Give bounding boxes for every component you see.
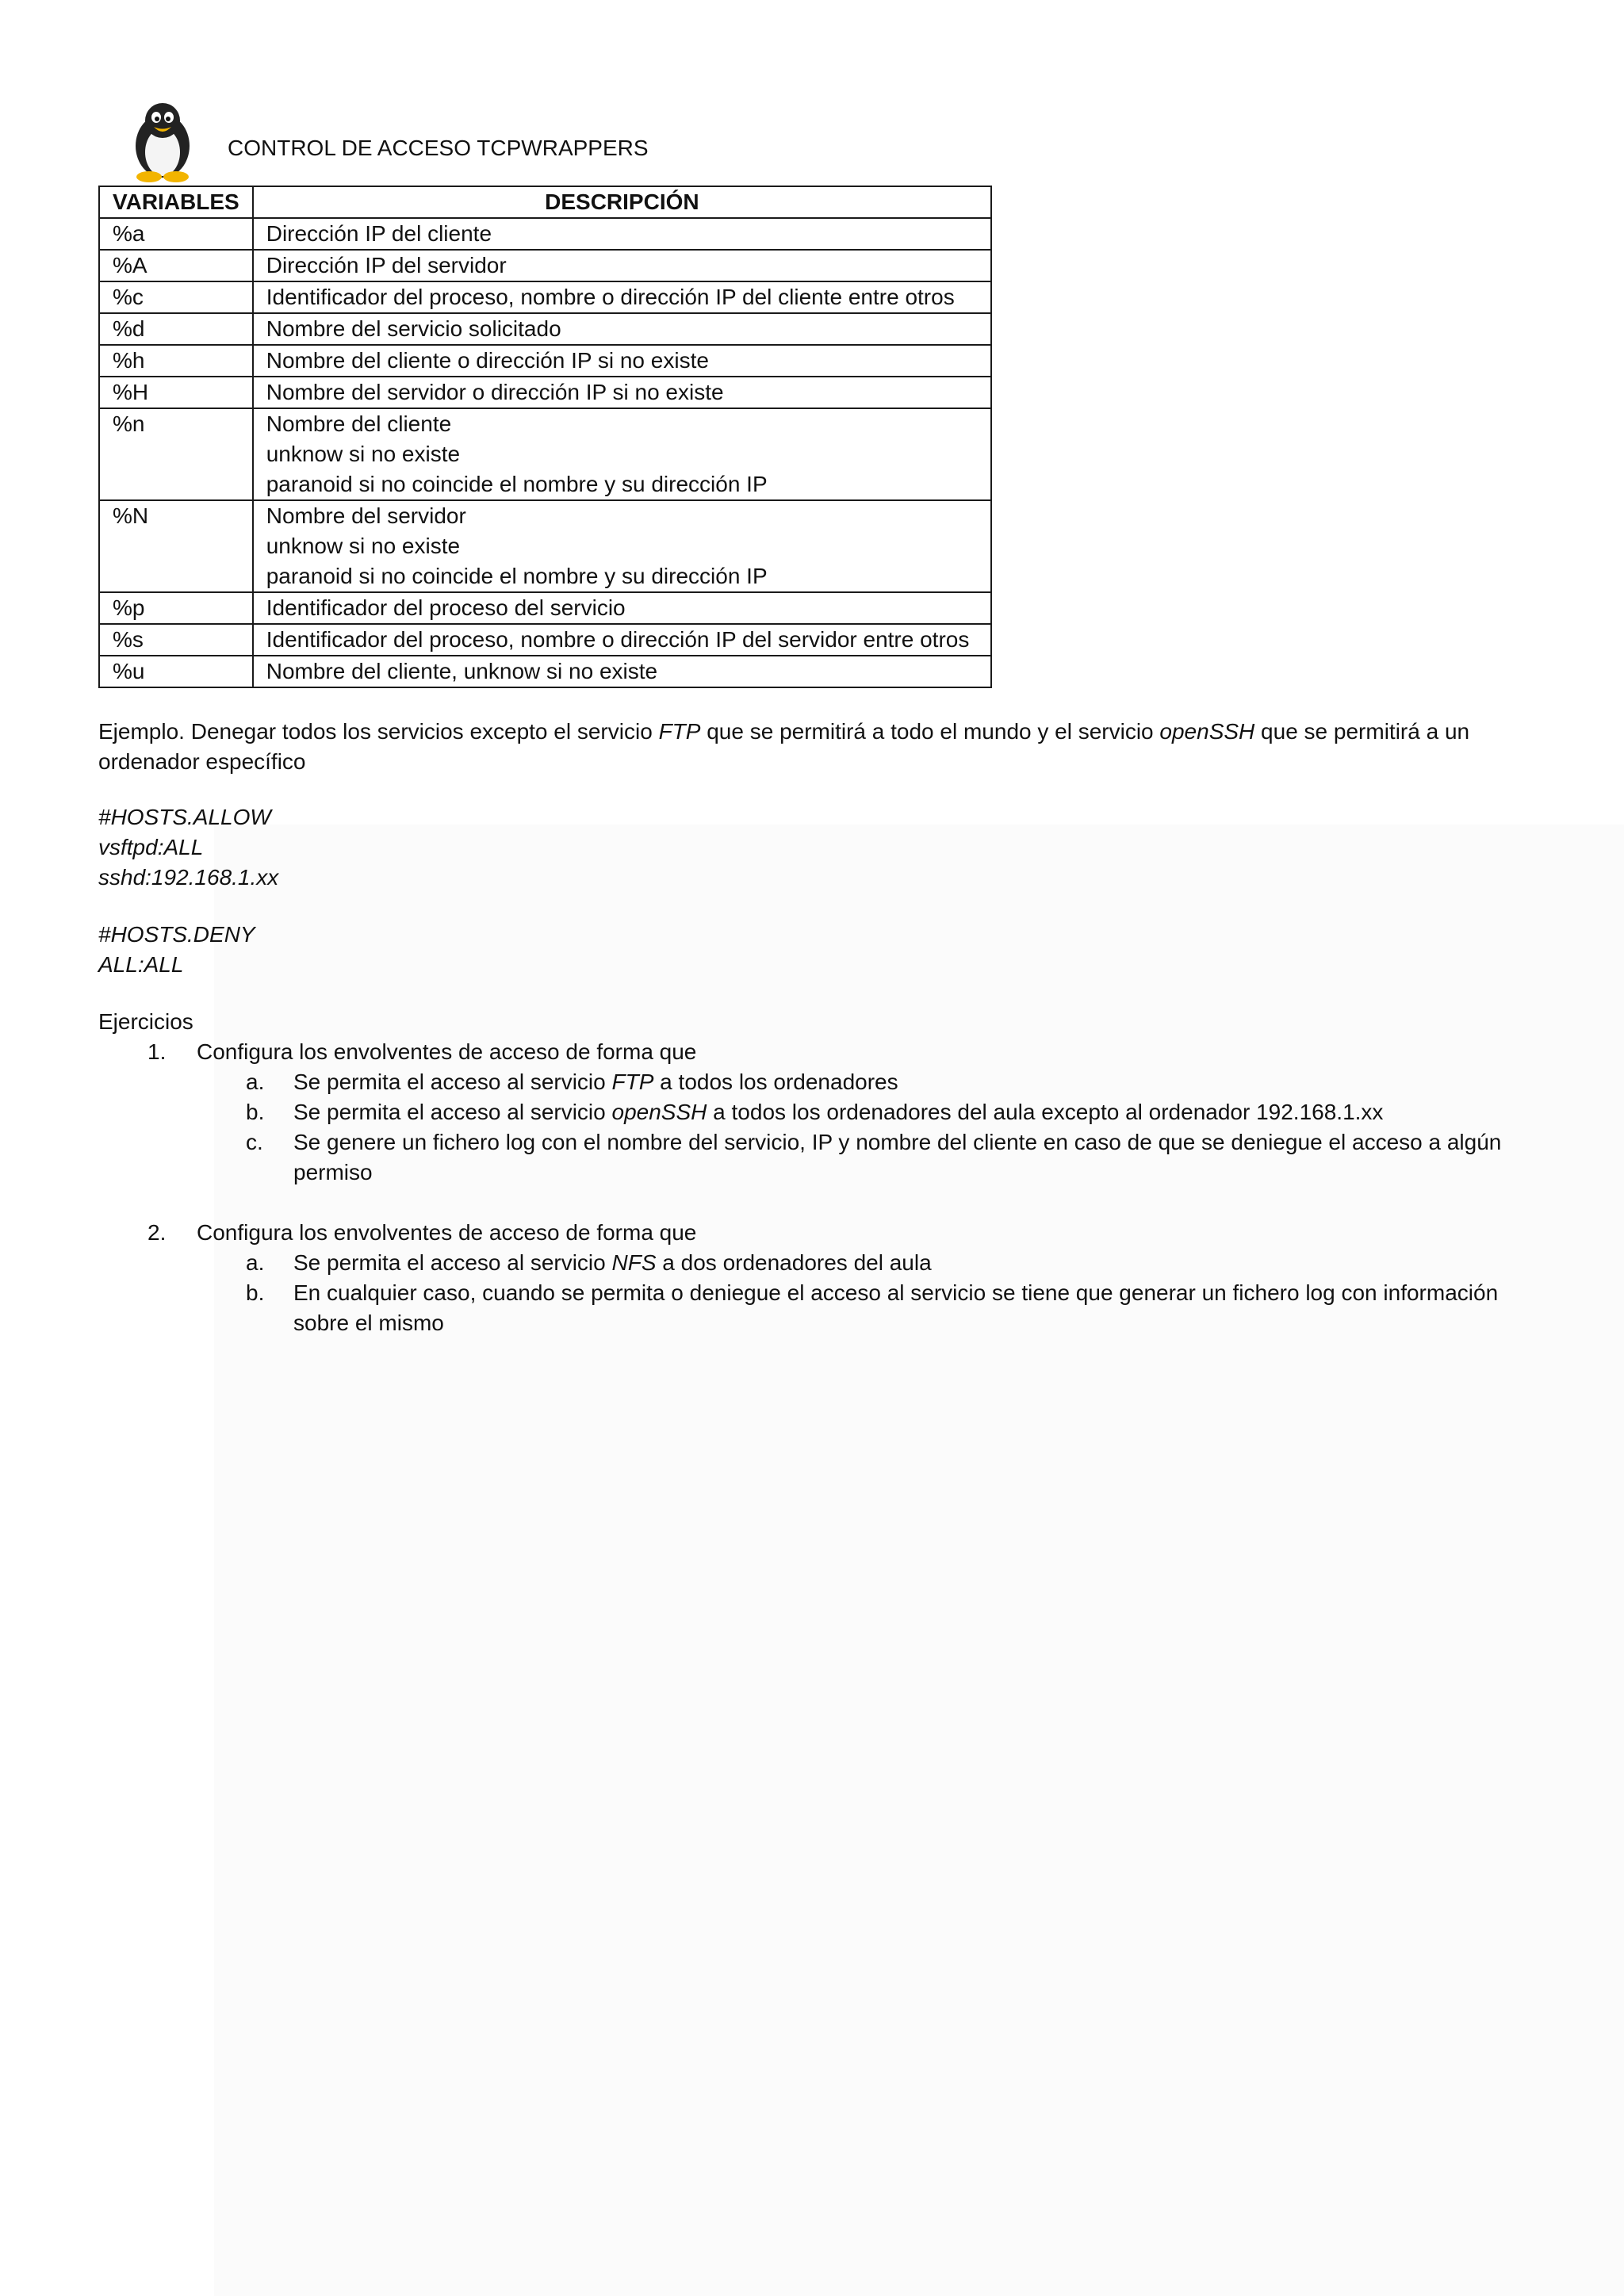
description-cell xyxy=(253,656,991,687)
page-title: CONTROL DE ACCESO TCPWRAPPERS xyxy=(228,136,649,160)
table-row xyxy=(99,345,991,377)
table-row xyxy=(99,313,991,345)
description-line: paranoid si no coincide el nombre y su dirección IP xyxy=(266,564,768,588)
description-cell xyxy=(253,345,991,377)
description-cell xyxy=(253,313,991,345)
table-row xyxy=(99,281,991,313)
description-line: Nombre del servidor xyxy=(266,503,466,528)
tux-penguin-icon xyxy=(119,97,206,184)
description-line: Nombre del servicio solicitado xyxy=(266,316,561,341)
code-line: vsftpd:ALL xyxy=(98,835,204,859)
variable-cell: %p xyxy=(99,592,253,624)
table-row xyxy=(99,250,991,281)
description-line: Identificador del proceso, nombre o dirección IP del servidor entre otros xyxy=(266,627,970,652)
description-cell xyxy=(253,500,991,592)
example-paragraph: Ejemplo. Denegar todos los servicios excepto el servicio FTP que se permitirá a todo el mundo y el servicio openSSH que se permitirá a un ordenador específico xyxy=(98,719,1470,774)
table-row xyxy=(99,656,991,687)
description-line: unknow si no existe xyxy=(266,534,461,558)
description-line: Dirección IP del cliente xyxy=(266,221,492,246)
description-cell xyxy=(253,408,991,500)
variable-cell: %A xyxy=(99,250,253,281)
variable-cell: %n xyxy=(99,408,253,500)
description-cell xyxy=(253,218,991,250)
variable-cell: %c xyxy=(99,281,253,313)
description-line: Identificador del proceso del servicio xyxy=(266,595,626,620)
variable-cell: %H xyxy=(99,377,253,408)
variable-cell: %s xyxy=(99,624,253,656)
description-line: Nombre del cliente xyxy=(266,411,452,436)
table-row xyxy=(99,624,991,656)
description-line: Nombre del servidor o dirección IP si no existe xyxy=(266,380,724,404)
hosts-deny-block xyxy=(98,920,255,980)
table-row xyxy=(99,592,991,624)
openssh-term: openSSH xyxy=(1159,719,1255,744)
code-line: #HOSTS.ALLOW xyxy=(98,805,271,829)
code-line: sshd:192.168.1.xx xyxy=(98,865,279,890)
description-line: Nombre del cliente, unknow si no existe xyxy=(266,659,658,683)
variables-table xyxy=(98,186,992,688)
description-cell xyxy=(253,250,991,281)
description-line: Identificador del proceso, nombre o dirección IP del cliente entre otros xyxy=(266,285,955,309)
description-line: paranoid si no coincide el nombre y su dirección IP xyxy=(266,472,768,496)
variable-cell: %h xyxy=(99,345,253,377)
table-row xyxy=(99,408,991,500)
description-line: Dirección IP del servidor xyxy=(266,253,507,277)
table-header-row xyxy=(99,186,991,218)
description-cell xyxy=(253,592,991,624)
table-row xyxy=(99,500,991,592)
code-line: ALL:ALL xyxy=(98,952,184,977)
description-line: unknow si no existe xyxy=(266,442,461,466)
description-cell xyxy=(253,281,991,313)
description-line: Nombre del cliente o dirección IP si no existe xyxy=(266,348,709,373)
table-row xyxy=(99,218,991,250)
description-cell xyxy=(253,624,991,656)
hosts-allow-block xyxy=(98,802,278,893)
column-header-variables: VARIABLES xyxy=(99,186,253,218)
exercises-heading: Ejercicios xyxy=(98,1009,193,1034)
variable-cell: %N xyxy=(99,500,253,592)
column-header-descripcion: DESCRIPCIÓN xyxy=(253,186,991,218)
variable-cell: %d xyxy=(99,313,253,345)
table-row xyxy=(99,377,991,408)
code-line: #HOSTS.DENY xyxy=(98,922,255,947)
variable-cell: %u xyxy=(99,656,253,687)
description-cell xyxy=(253,377,991,408)
ftp-term: FTP xyxy=(658,719,701,744)
variable-cell: %a xyxy=(99,218,253,250)
